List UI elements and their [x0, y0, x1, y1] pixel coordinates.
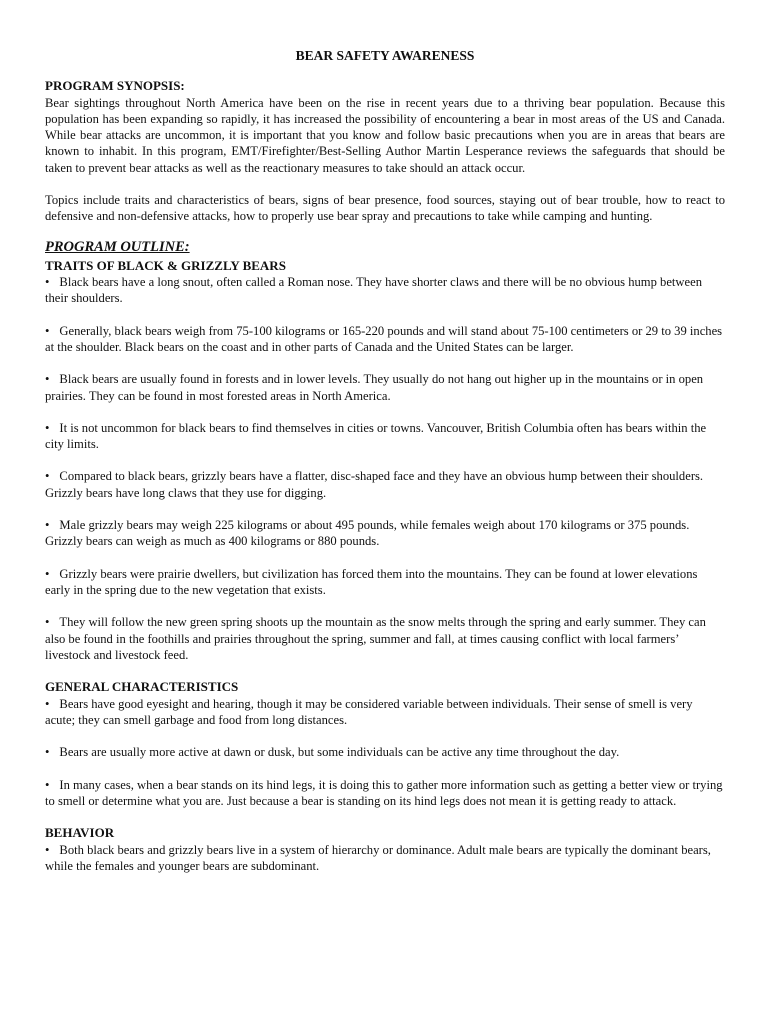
- synopsis-heading: PROGRAM SYNOPSIS:: [45, 78, 185, 93]
- traits-item: • Generally, black bears weigh from 75-100 kilograms or 165-220 pounds and will stand about 75-100 centimeters or 29 to 39 inches at the shoulder. Black bears on the coast and in other parts of Canada and the United States can be larger.: [45, 323, 723, 354]
- general-item: • Bears have good eyesight and hearing, though it may be considered variable between individuals. Their sense of smell is very acute; they can smell garbage and food from long distances.: [45, 696, 693, 727]
- traits-item: • Male grizzly bears may weigh 225 kilograms or about 495 pounds, while females weigh about 170 kilograms or 375 pounds. Grizzly bears can weigh as much as 400 kilograms or 880 pounds.: [45, 518, 690, 549]
- traits-item: • They will follow the new green spring shoots up the mountain as the snow melts through the spring and early summer. They can also be found in the foothills and prairies throughout the spring, summer and fall, at times causing conflict with local farmers’ livestock and livestock feed.: [45, 615, 706, 662]
- bullet: •: [45, 275, 50, 290]
- general-heading: GENERAL CHARACTERISTICS: [45, 679, 239, 695]
- bullet: •: [45, 777, 50, 792]
- bullet: •: [45, 696, 50, 711]
- bullet: •: [45, 842, 50, 857]
- traits-item: • It is not uncommon for black bears to find themselves in cities or towns. Vancouver, British Columbia often has bears within the city limits.: [45, 420, 707, 452]
- general-item: • In many cases, when a bear stands on its hind legs, it is doing this to gather more information such as getting a better view or trying to smell or determine what you are. Just because a bear is standing on its hind legs does not mean it is getting ready to attack.: [45, 777, 723, 808]
- traits-item: • Black bears are usually found in forests and in lower levels. They usually do not hang out higher up in the mountains or in open prairies. They can be found in most forested areas in North America.: [45, 372, 704, 403]
- bullet: •: [45, 420, 50, 435]
- behavior-item: • Both black bears and grizzly bears live in a system of hierarchy or dominance. Adult male bears are typically the dominant bears, while the females and younger bears are subdominant.: [45, 842, 711, 873]
- behavior-heading: BEHAVIOR: [45, 825, 115, 841]
- outline-heading: PROGRAM OUTLINE:: [45, 238, 190, 255]
- bullet: •: [45, 615, 50, 630]
- traits-heading: TRAITS OF BLACK & GRIZZLY BEARS: [45, 257, 286, 273]
- traits-item: • Grizzly bears were prairie dwellers, but civilization has forced them into the mountains. They can be found at lower elevations early in the spring due to the new vegetation that exists.: [45, 566, 698, 597]
- traits-item: • Black bears have a long snout, often called a Roman nose. They have shorter claws and there will be no obvious hump between their shoulders.: [45, 275, 702, 306]
- document-title: BEAR SAFETY AWARENESS: [295, 48, 475, 63]
- bullet: •: [45, 518, 50, 533]
- bullet: •: [45, 745, 50, 760]
- general-item: • Bears are usually more active at dawn or dusk, but some individuals can be active any time throughout the day.: [45, 745, 620, 760]
- synopsis-paragraph-2: Topics include traits and characteristics of bears, signs of bear presence, food sources, staying out of bear trouble, how to react to defensive and non-defensive attacks, how to properly use bear spray and precautions to take while camping and hunting.: [45, 192, 725, 224]
- bullet: •: [45, 469, 50, 484]
- traits-item: • Compared to black bears, grizzly bears have a flatter, disc-shaped face and they have an obvious hump between their shoulders. Grizzly bears have long claws that they use for digging.: [45, 469, 704, 500]
- bullet: •: [45, 323, 50, 338]
- bullet: •: [45, 372, 50, 387]
- synopsis-paragraph-1: Bear sightings throughout North America have been on the rise in recent years due to a thriving bear population. Because this population has been expanding so rapidly, it has increased the possibility of encountering a bear in most areas of the US and Canada. While bear attacks are uncommon, it is important that you know and follow basic precautions when you are in areas that bears are known to inhabit. In this program, EMT/Firefighter/Best-Selling Author Martin Lesperance reviews the safeguards that should be taken to prevent bear attacks as well as the reactionary measures to take should an attack occur.: [45, 95, 725, 175]
- bullet: •: [45, 566, 50, 581]
